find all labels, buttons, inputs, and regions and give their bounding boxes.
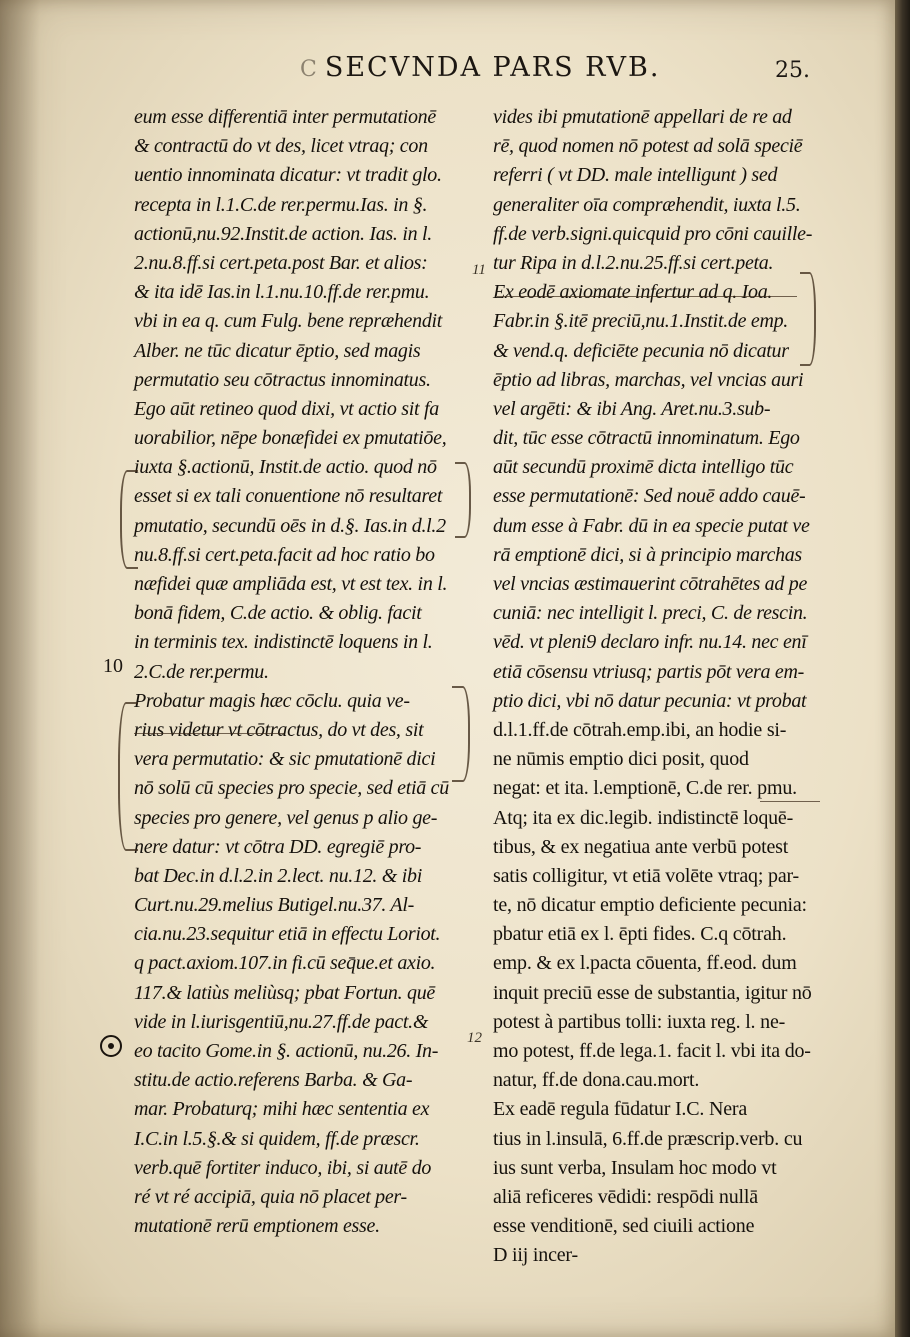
- text-line: mo potest, ff.de lega.1. facit l. vbi ita do-: [493, 1040, 811, 1062]
- text-line: etiā cōsensu vtriusq; partis pōt vera em-: [493, 660, 804, 683]
- text-line: natur, ff.de dona.cau.mort.: [493, 1069, 700, 1092]
- text-line: permutatio seu cōtractus innominatus.: [134, 368, 431, 391]
- text-line: Ex eodē axiomate infertur ad q. Ioa.: [493, 281, 773, 304]
- text-line: Curt.nu.29.melius Butigel.nu.37. Al-: [134, 894, 414, 917]
- text-line: vide in l.iurisgentiū,nu.27.ff.de pact.&: [134, 1010, 429, 1033]
- text-line: cia.nu.23.sequitur etiā in effectu Loriot.: [134, 923, 441, 946]
- text-line: vēd. vt pleni9 declaro infr. nu.14. nec enī: [493, 631, 807, 654]
- text-line: rē, quod nomen nō potest ad solā speciē: [493, 135, 803, 158]
- text-line: ré vt ré accipiā, quia nō placet per-: [134, 1185, 407, 1208]
- text-line: 2.nu.8.ff.si cert.peta.post Bar. et alios:: [134, 251, 428, 274]
- text-line: esse permutationē: Sed nouē addo cauē-: [493, 485, 806, 508]
- text-line: nere datur: vt cōtra DD. egregiē pro-: [134, 835, 422, 858]
- handwritten-bracket-right-2: [452, 686, 470, 782]
- text-line: in terminis tex. indistinctē loquens in l.: [134, 631, 433, 654]
- text-line: D iij incer-: [493, 1244, 578, 1267]
- text-line: 117.& latiùs meliùsq; pbat Fortun. quē: [134, 981, 435, 1004]
- text-line: vera permutatio: & sic pmutationē dici: [134, 748, 436, 771]
- text-line: mar. Probaturq; mihi hæc sententia ex: [134, 1098, 430, 1121]
- text-line: bat Dec.in d.l.2.in 2.lect. nu.12. & ibi: [134, 864, 422, 887]
- text-line: recepta in l.1.C.de rer.permu.Ias. in §.: [134, 193, 428, 216]
- margin-number-10: 10: [103, 655, 123, 677]
- text-line: & ita idē Ias.in l.1.nu.10.ff.de rer.pmu.: [134, 281, 430, 304]
- text-line: te, nō dicatur emptio deficiente pecunia:: [493, 894, 807, 917]
- text-line: stitu.de actio.referens Barba. & Ga-: [134, 1069, 413, 1092]
- text-line: ēptio ad libras, marchas, vel vncias auri: [493, 368, 804, 391]
- folio-number: 25.: [775, 58, 810, 83]
- text-line: Alber. ne tūc dicatur ēptio, sed magis: [134, 339, 421, 362]
- text-line: eum esse differentiā inter permutationē: [134, 106, 436, 128]
- page-title: SECVNDA PARS RVB.: [324, 52, 661, 83]
- handwritten-bracket-left-1: [120, 470, 138, 569]
- text-line: q pact.axiom.107.in fi.cū seq̄ue.et axio.: [134, 952, 436, 975]
- right-column: [493, 103, 823, 1271]
- text-line: negat: et ita. l.emptionē, C.de rer. pmu.: [493, 777, 797, 800]
- handwritten-bracket-left-2: [118, 702, 138, 851]
- text-line: I.C.in l.5.§.& si quidem, ff.de præscr.: [134, 1127, 420, 1150]
- handwritten-underline-2: [497, 296, 797, 297]
- text-line: dit, tūc esse cōtractū innominatum. Ego: [493, 427, 800, 450]
- text-line: verb.quē fortiter induco, ibi, si autē do: [134, 1156, 432, 1179]
- text-line: satis colligitur, vt etiā volēte vtraq; par-: [493, 864, 800, 887]
- margin-number-12: 12: [467, 1030, 482, 1046]
- handwritten-bracket-right-1: [455, 462, 471, 538]
- text-line: Ex eadē regula fūdatur I.C. Nera: [493, 1098, 748, 1121]
- text-line: species pro genere, vel genus p alio ge-: [134, 806, 438, 829]
- text-line: emp. & ex l.pacta cōuenta, ff.eod. dum: [493, 952, 797, 975]
- text-line: ius sunt verba, Insulam hoc modo vt: [493, 1156, 777, 1179]
- handwritten-bracket-right-3: [800, 272, 816, 366]
- gutter-shadow: [0, 0, 40, 1337]
- text-line: potest à partibus tolli: iuxta reg. l. ne-: [493, 1010, 786, 1033]
- text-line: aliā reficeres vēdidi: respōdi nullā: [493, 1185, 758, 1208]
- text-line: pbatur etiā ex l. ēpti fides. C.q cōtrah.: [493, 923, 787, 946]
- text-line: & vend.q. deficiēte pecunia nō dicatur: [493, 339, 789, 362]
- text-line: bonā fidem, C.de actio. & oblig. facit: [134, 602, 422, 625]
- text-line: pmutatio, secundū oēs in d.§. Ias.in d.l.2: [134, 514, 446, 537]
- text-line: nō solū cū species pro specie, sed etiā cū: [134, 777, 449, 800]
- page-edge: [895, 0, 910, 1337]
- text-line: generaliter oīa compræhendit, iuxta l.5.: [493, 193, 801, 216]
- text-line: esse venditionē, sed ciuili actione: [493, 1215, 755, 1238]
- text-line: ptio dici, vbi nō datur pecunia: vt probat: [493, 689, 807, 712]
- running-header: [300, 52, 720, 86]
- text-line: vel argēti: & ibi Ang. Aret.nu.3.sub-: [493, 397, 771, 420]
- text-line: eo tacito Gome.in §. actionū, nu.26. In-: [134, 1040, 439, 1062]
- margin-number-11: 11: [472, 262, 486, 278]
- text-line: nu.8.ff.si cert.peta.facit ad hoc ratio bo: [134, 543, 435, 566]
- left-column: [134, 103, 464, 1241]
- text-line: & contractū do vt des, licet vtraq; con: [134, 135, 428, 158]
- text-line: referri ( vt DD. male intelligunt ) sed: [493, 164, 778, 187]
- text-line: mutationē rerū emptionem esse.: [134, 1215, 380, 1238]
- text-line: tius in l.insulā, 6.ff.de præscrip.verb. cu: [493, 1127, 803, 1150]
- text-line: Atq; ita ex dic.legib. indistinctē loquē-: [493, 806, 794, 829]
- text-line: rā emptionē dici, si à principio marchas: [493, 543, 802, 566]
- text-line: uentio innominata dicatur: vt tradit glo.: [134, 164, 442, 187]
- text-line: tibus, & ex negatiua ante verbū potest: [493, 835, 789, 858]
- text-line: ff.de verb.signi.quicquid pro cōni cauille-: [493, 222, 813, 245]
- text-line: Ego aūt retineo quod dixi, vt actio sit fa: [134, 397, 439, 420]
- text-line: ne nūmis emptio dici posit, quod: [493, 748, 749, 771]
- text-line: esset si ex tali conuentione nō resultaret: [134, 485, 443, 508]
- text-line: uorabilior, nēpe bonæfidei ex pmutatiōe,: [134, 427, 447, 450]
- header-mark: C: [300, 57, 317, 82]
- text-line: vbi in ea q. cum Fulg. bene repræhendit: [134, 310, 443, 333]
- text-line: actionū,nu.92.Instit.de action. Ias. in l.: [134, 222, 432, 245]
- text-line: rius videtur vt cōtractus, do vt des, sit: [134, 718, 424, 741]
- text-line: inquit preciū esse de substantia, igitur nō: [493, 981, 812, 1004]
- text-line: 2.C.de rer.permu.: [134, 660, 269, 683]
- text-line: næfidei quæ ampliāda est, vt est tex. in l.: [134, 573, 448, 595]
- text-line: aūt secundū proximē dicta intelligo tūc: [493, 456, 794, 479]
- handwritten-underline-1: [134, 733, 284, 734]
- text-line: iuxta §.actionū, Instit.de actio. quod nō: [134, 456, 437, 479]
- text-line: Probatur magis hæc cōclu. quia ve-: [134, 689, 410, 712]
- text-line: d.l.1.ff.de cōtrah.emp.ibi, an hodie si-: [493, 718, 787, 741]
- text-line: vel vncias æstimauerint cōtrahētes ad pe: [493, 573, 808, 595]
- text-line: dum esse à Fabr. dū in ea specie putat ve: [493, 514, 810, 537]
- handwritten-underline-3: [760, 801, 820, 802]
- text-line: Fabr.in §.itē preciū,nu.1.Instit.de emp.: [493, 310, 788, 333]
- text-line: vides ibi pmutationē appellari de re ad: [493, 106, 792, 128]
- circle-annotation-icon: [100, 1035, 122, 1057]
- text-line: cuniā: nec intelligit l. preci, C. de rescin.: [493, 602, 808, 625]
- text-line: tur Ripa in d.l.2.nu.25.ff.si cert.peta.: [493, 251, 774, 274]
